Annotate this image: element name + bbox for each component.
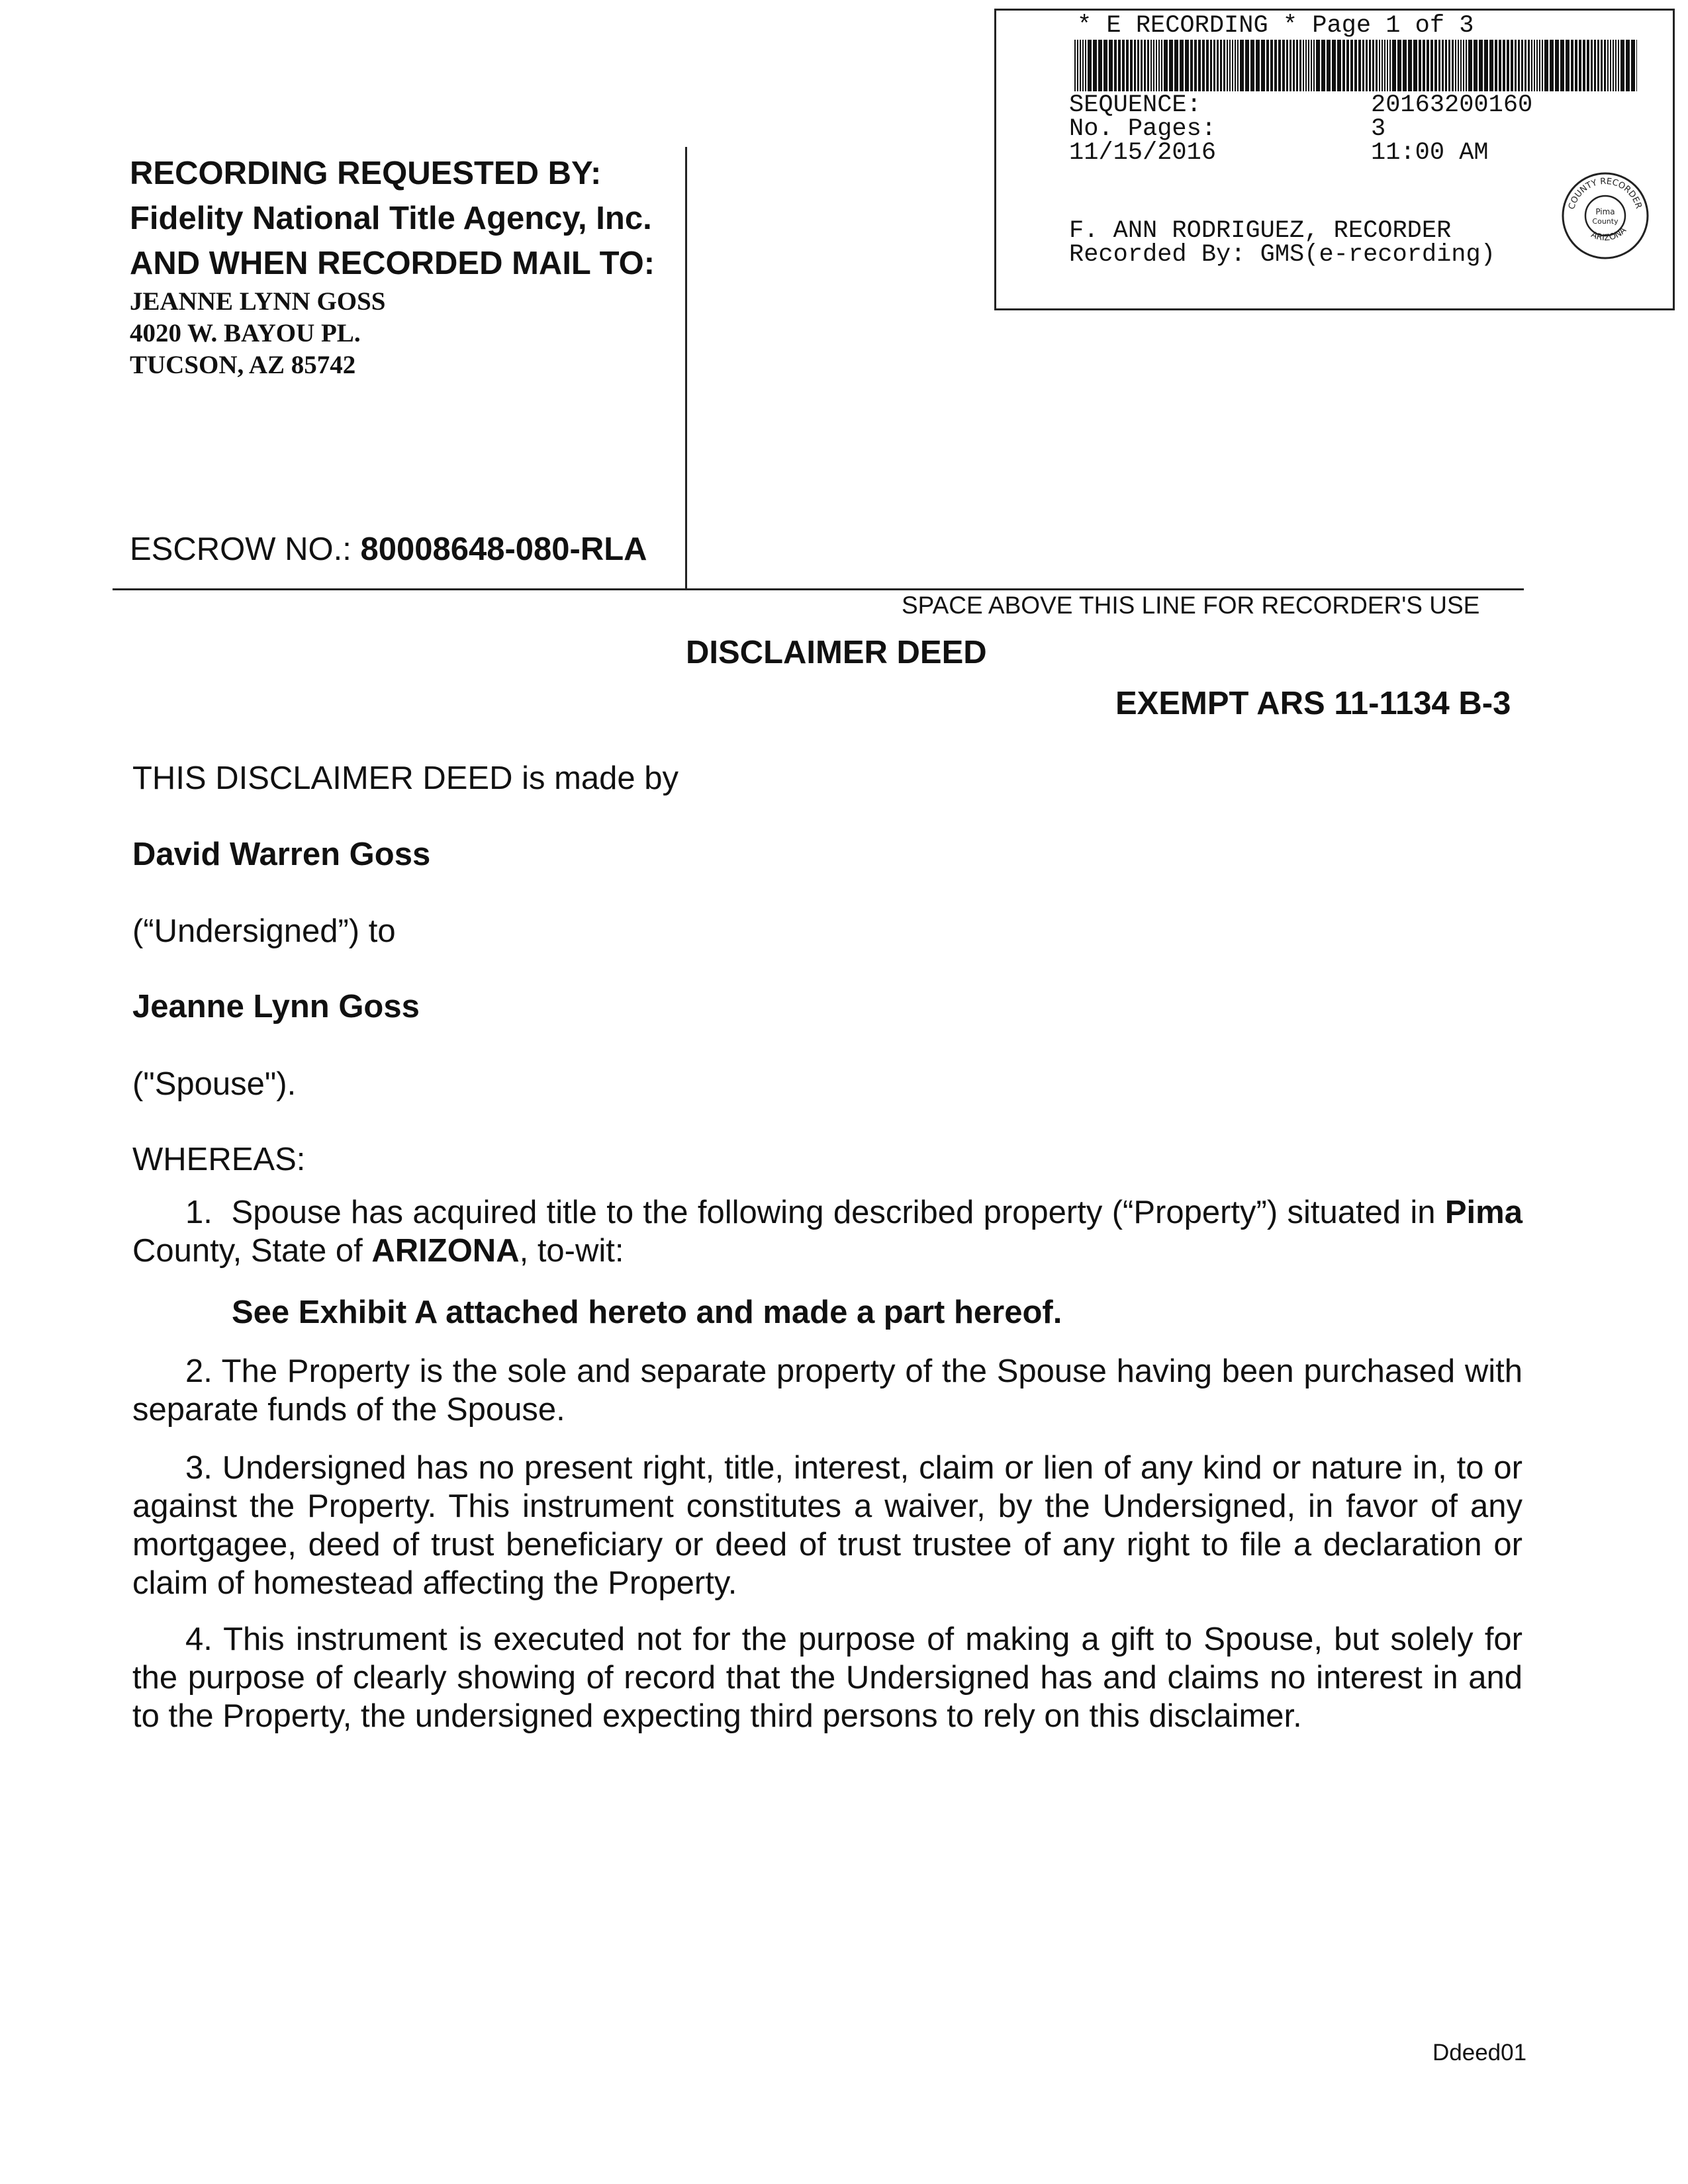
mail-to-name: JEANNE LYNN GOSS <box>130 287 386 316</box>
paragraph-2: 2. The Property is the sole and separate property of the Spouse having been purchased with separate funds of the Spouse. <box>132 1353 1523 1428</box>
svg-text:County: County <box>1592 217 1618 226</box>
mail-to-label: AND WHEN RECORDED MAIL TO: <box>130 246 655 281</box>
pages-value: 3 <box>1371 115 1386 143</box>
mail-to-city: TUCSON, AZ 85742 <box>130 351 356 379</box>
document-title: DISCLAIMER DEED <box>686 635 987 670</box>
form-code: Ddeed01 <box>1432 2040 1527 2066</box>
exemption-code: EXEMPT ARS 11-1134 B-3 <box>1115 686 1511 721</box>
svg-text:COUNTY RECORDER: COUNTY RECORDER <box>1567 176 1644 211</box>
barcode <box>1074 40 1637 91</box>
paragraph-1-to-wit: , to-wit: <box>519 1233 624 1269</box>
county-seal-icon <box>1559 169 1652 262</box>
pages-label: No. Pages: <box>1069 115 1217 143</box>
state-name: ARIZONA <box>371 1233 520 1269</box>
paragraph-1-state-text: County, State of <box>132 1233 363 1269</box>
header-divider-vertical <box>685 147 687 590</box>
recorder-name: F. ANN RODRIGUEZ, RECORDER <box>1069 217 1452 245</box>
escrow-value: 80008648-080-RLA <box>360 531 647 567</box>
intro-text: THIS DISCLAIMER DEED is made by <box>132 760 679 796</box>
recording-info <box>130 151 686 381</box>
paragraph-1-text: Spouse has acquired title to the following described property (“Property”) situated in <box>231 1195 1436 1230</box>
recorder-line <box>113 588 1524 590</box>
whereas-heading: WHEREAS: <box>132 1142 306 1177</box>
grantor-name: David Warren Goss <box>132 837 431 872</box>
escrow-number <box>130 531 647 568</box>
stamp-header: * E RECORDING * Page 1 of 3 <box>1077 12 1474 40</box>
grantee-name: Jeanne Lynn Goss <box>132 989 420 1024</box>
requested-by-label: RECORDING REQUESTED BY: <box>130 156 602 191</box>
recorder-use-note: SPACE ABOVE THIS LINE FOR RECORDER'S USE <box>902 592 1480 619</box>
escrow-label: ESCROW NO.: <box>130 531 352 567</box>
paragraph-4: 4. This instrument is executed not for the purpose of making a gift to Spouse, but solely for the purpose of clearly showing of record that the Undersigned has and claims no interest in and to the Property, the undersigned expecting third persons to rely on this disclaimer. <box>132 1621 1523 1734</box>
recorded-by: Recorded By: GMS(e-recording) <box>1069 241 1495 269</box>
exhibit-reference: See Exhibit A attached hereto and made a part hereof. <box>232 1295 1062 1330</box>
paragraph-1-number: 1. <box>185 1195 212 1230</box>
mail-to-street: 4020 W. BAYOU PL. <box>130 319 361 347</box>
spouse-text: ("Spouse"). <box>132 1066 297 1102</box>
requested-by-name: Fidelity National Title Agency, Inc. <box>130 201 652 236</box>
paragraph-1 <box>132 1193 1523 1270</box>
undersigned-text: (“Undersigned”) to <box>132 913 396 949</box>
recording-time: 11:00 AM <box>1371 139 1489 167</box>
svg-text:Pima: Pima <box>1595 207 1615 216</box>
county-name: Pima <box>1444 1195 1523 1230</box>
recorder-stamp <box>994 9 1675 310</box>
sequence-value: 20163200160 <box>1371 91 1533 119</box>
svg-text:ARIZONA: ARIZONA <box>1589 225 1628 244</box>
sequence-label: SEQUENCE: <box>1069 91 1201 119</box>
paragraph-3: 3. Undersigned has no present right, title, interest, claim or lien of any kind or nature in, to or against the Property. This instrument constitutes a waiver, by the Undersigned, in favor of any mortgagee, deed of trust beneficiary or deed of trust trustee of any right to file a declaration or claim of homestead affecting the Property. <box>132 1450 1523 1601</box>
recording-date: 11/15/2016 <box>1069 139 1217 167</box>
